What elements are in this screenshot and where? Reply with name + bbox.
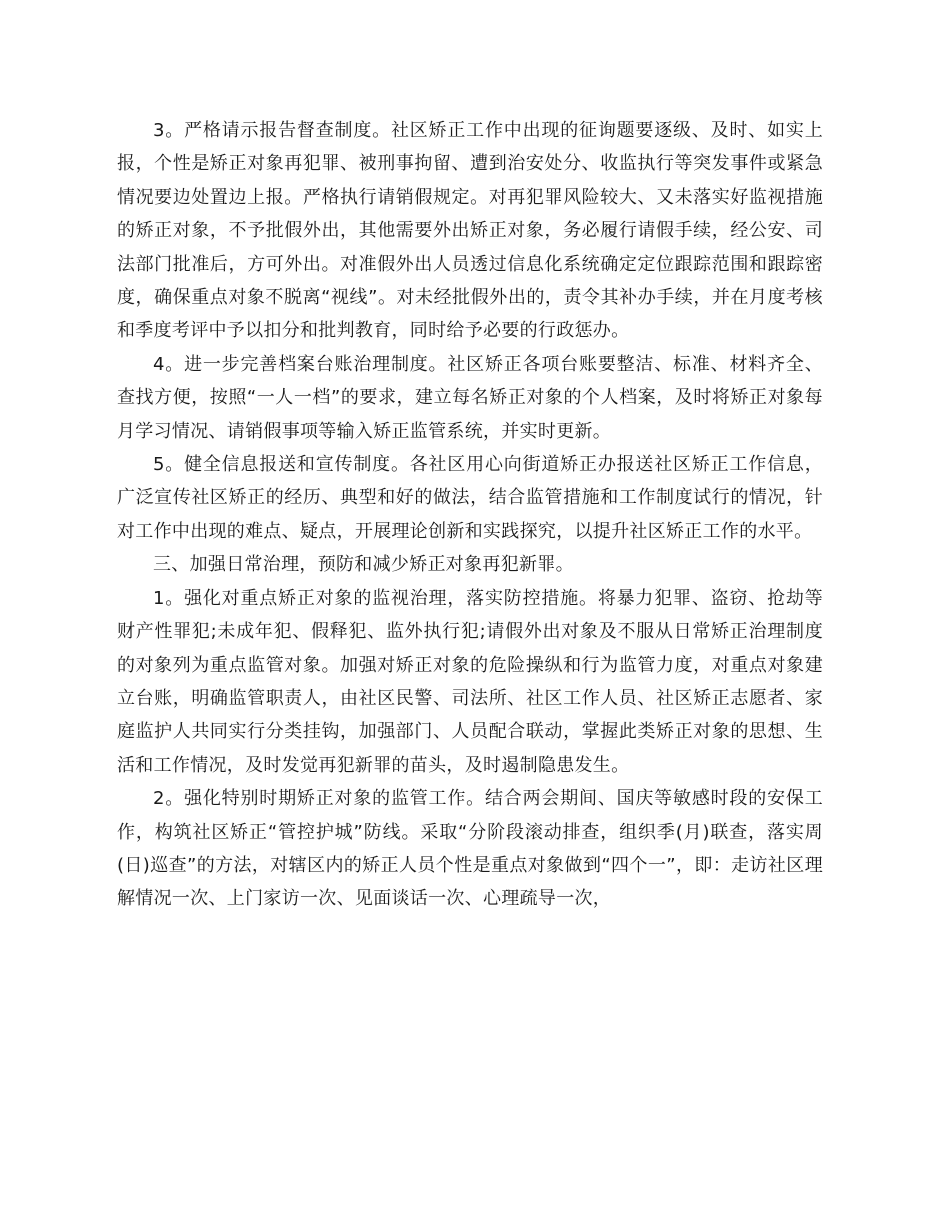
paragraph-key-target-supervision: 1。强化对重点矫正对象的监视治理，落实防控措施。将暴力犯罪、盗窃、抢劫等财产性罪犯;未成年犯、假释犯、监外执行犯;请假外出对象及不服从日常矫正治理制度的对象列为重点监管对象。加强对矫正对象的危险操纵和行为监管力度，对重点对象建立台账，明确监管职责人，由社区民警、司法所、社区工作人员、社区矫正志愿者、家庭监护人共同实行分类挂钩，加强部门、人员配合联动，掌握此类矫正对象的思想、生活和工作情况，及时发觉再犯新罪的苗头，及时遏制隐患发生。 [117,587,823,776]
paragraph-reporting-supervision: 3。严格请示报告督查制度。社区矫正工作中出现的征询题要逐级、及时、如实上报，个性是矫正对象再犯罪、被刑事拘留、遭到治安处分、收监执行等突发事件或紧急情况要边处置边上报。严格执行请销假规定。对再犯罪风险较大、又未落实好监视措施的矫正对象，不予批假外出，其他需要外出矫正对象，务必履行请假手续，经公安、司法部门批准后，方可外出。对准假外出人员透过信息化系统确定定位跟踪范围和跟踪密度，确保重点对象不脱离“视线”。对未经批假外出的，责令其补办手续，并在月度考核和季度考评中予以扣分和批判教育，同时给予必要的行政惩办。 [117,120,823,342]
paragraph-special-period-supervision: 2。强化特别时期矫正对象的监管工作。结合两会期间、国庆等敏感时段的安保工作，构筑社区矫正“管控护城”防线。采取“分阶段滚动排查，组织季(月)联查，落实周(日)巡查”的方法，对辖区内的矫正人员个性是重点对象做到“四个一”，即：走访社区理解情况一次、上门家访一次、见面谈话一次、心理疏导一次， [117,788,823,910]
paragraph-archive-ledger: 4。进一步完善档案台账治理制度。社区矫正各项台账要整洁、标准、材料齐全、查找方便，按照“一人一档”的要求，建立每名矫正对象的个人档案，及时将矫正对象每月学习情况、请销假事项等输入矫正监管系统，并实时更新。 [117,353,823,442]
section-heading-daily-management: 三、加强日常治理，预防和减少矫正对象再犯新罪。 [153,554,574,576]
paragraph-info-reporting: 5。健全信息报送和宣传制度。各社区用心向街道矫正办报送社区矫正工作信息，广泛宣传社区矫正的经历、典型和好的做法，结合监管措施和工作制度试行的情况，针对工作中出现的难点、疑点，开展理论创新和实践探究，以提升社区矫正工作的水平。 [117,454,823,542]
document-body [117,114,823,916]
